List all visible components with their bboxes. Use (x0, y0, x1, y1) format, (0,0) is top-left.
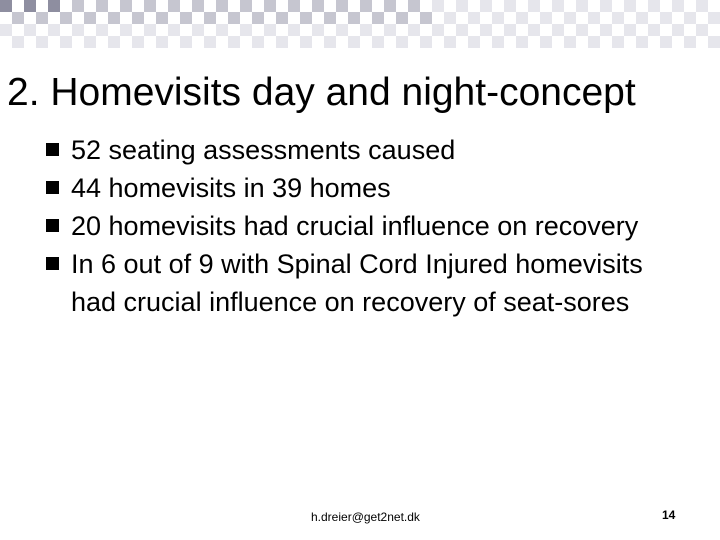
checker-square (156, 36, 168, 48)
checker-square (564, 12, 576, 24)
bullet-text: In 6 out of 9 with Spinal Cord Injured homevisits had crucial influence on recovery of seat-sores (71, 249, 643, 317)
checker-square (480, 24, 492, 36)
square-bullet-icon (46, 143, 59, 156)
checker-square (516, 12, 528, 24)
bullet-text: 20 homevisits had crucial influence on recovery (71, 211, 639, 241)
checker-square (504, 24, 516, 36)
checker-square (324, 36, 336, 48)
checker-square (48, 0, 60, 12)
checker-square (372, 36, 384, 48)
checker-square (420, 36, 432, 48)
checker-square (336, 0, 348, 12)
checker-square (120, 24, 132, 36)
checker-square (288, 0, 300, 12)
checker-square (696, 0, 708, 12)
checker-square (156, 12, 168, 24)
checker-square (456, 24, 468, 36)
checker-square (24, 0, 36, 12)
checker-square (708, 12, 720, 24)
checker-square (372, 12, 384, 24)
checker-square (240, 0, 252, 12)
checker-square (708, 36, 720, 48)
checker-square (132, 36, 144, 48)
checker-square (264, 0, 276, 12)
checker-square (672, 24, 684, 36)
checker-square (168, 24, 180, 36)
checker-square (492, 12, 504, 24)
checker-square (300, 12, 312, 24)
checker-square (120, 0, 132, 12)
checker-square (12, 12, 24, 24)
checker-square (408, 0, 420, 12)
checker-square (336, 24, 348, 36)
checker-square (648, 0, 660, 12)
checker-square (12, 36, 24, 48)
square-bullet-icon (46, 219, 59, 232)
checker-square (552, 24, 564, 36)
checker-square (0, 24, 12, 36)
checker-square (204, 36, 216, 48)
checker-square (624, 24, 636, 36)
checker-square (168, 0, 180, 12)
checker-square (576, 24, 588, 36)
checker-square (324, 12, 336, 24)
bullet-item (46, 245, 686, 321)
checker-square (636, 12, 648, 24)
checker-square (648, 24, 660, 36)
checker-square (540, 36, 552, 48)
checker-square (684, 12, 696, 24)
square-bullet-icon (46, 257, 59, 270)
checker-square (444, 12, 456, 24)
checker-square (240, 24, 252, 36)
checker-square (576, 0, 588, 12)
bullet-item (46, 131, 686, 169)
checker-square (36, 12, 48, 24)
checker-square (108, 12, 120, 24)
checker-square (96, 24, 108, 36)
checker-square (600, 24, 612, 36)
bullet-text: 52 seating assessments caused (71, 135, 456, 165)
checker-square (540, 12, 552, 24)
checker-square (60, 36, 72, 48)
checker-square (84, 12, 96, 24)
checker-square (192, 24, 204, 36)
slide-title: 2. Homevisits day and night-concept (7, 71, 636, 114)
checker-square (612, 36, 624, 48)
checker-square (312, 0, 324, 12)
checker-square (492, 36, 504, 48)
checker-square (420, 12, 432, 24)
checker-square (264, 24, 276, 36)
checker-square (276, 36, 288, 48)
checker-square (444, 36, 456, 48)
checker-square (252, 12, 264, 24)
checker-square (48, 24, 60, 36)
checker-square (396, 36, 408, 48)
square-bullet-icon (46, 181, 59, 194)
checker-square (504, 0, 516, 12)
checker-square (600, 0, 612, 12)
checker-square (516, 36, 528, 48)
checker-square (636, 36, 648, 48)
checker-square (456, 0, 468, 12)
checker-square (348, 36, 360, 48)
checker-square (684, 36, 696, 48)
checker-square (204, 12, 216, 24)
checker-square (408, 24, 420, 36)
checker-square (144, 24, 156, 36)
bullet-text: 44 homevisits in 39 homes (71, 173, 391, 203)
checkered-header-decoration (0, 0, 720, 48)
page-number: 14 (662, 508, 676, 522)
checker-square (552, 0, 564, 12)
checker-square (384, 24, 396, 36)
checker-square (660, 36, 672, 48)
checker-square (228, 36, 240, 48)
checker-square (564, 36, 576, 48)
checker-square (0, 0, 12, 12)
bullet-item (46, 169, 686, 207)
checker-square (624, 0, 636, 12)
checker-square (468, 12, 480, 24)
checker-square (180, 12, 192, 24)
bullet-item (46, 207, 686, 245)
checker-square (72, 0, 84, 12)
checker-square (96, 0, 108, 12)
checker-square (660, 12, 672, 24)
checker-square (480, 0, 492, 12)
checker-square (216, 24, 228, 36)
checker-square (384, 0, 396, 12)
checker-square (288, 24, 300, 36)
checker-square (300, 36, 312, 48)
checker-square (528, 24, 540, 36)
checker-square (84, 36, 96, 48)
checker-square (360, 24, 372, 36)
bullet-list (46, 131, 686, 321)
checker-square (216, 0, 228, 12)
checker-square (228, 12, 240, 24)
checker-square (468, 36, 480, 48)
checker-square (588, 36, 600, 48)
checker-square (24, 24, 36, 36)
checker-square (432, 24, 444, 36)
footer-email: h.dreier@get2net.dk (311, 510, 420, 524)
checker-square (312, 24, 324, 36)
checker-square (588, 12, 600, 24)
checker-square (432, 0, 444, 12)
checker-square (276, 12, 288, 24)
checker-square (672, 0, 684, 12)
checker-square (528, 0, 540, 12)
checker-square (192, 0, 204, 12)
checker-square (252, 36, 264, 48)
checker-square (696, 24, 708, 36)
checker-square (612, 12, 624, 24)
checker-square (396, 12, 408, 24)
checker-square (72, 24, 84, 36)
checker-square (132, 12, 144, 24)
checker-square (144, 0, 156, 12)
checker-square (60, 12, 72, 24)
checker-square (360, 0, 372, 12)
checker-square (180, 36, 192, 48)
checker-square (36, 36, 48, 48)
checker-square (348, 12, 360, 24)
checker-square (108, 36, 120, 48)
